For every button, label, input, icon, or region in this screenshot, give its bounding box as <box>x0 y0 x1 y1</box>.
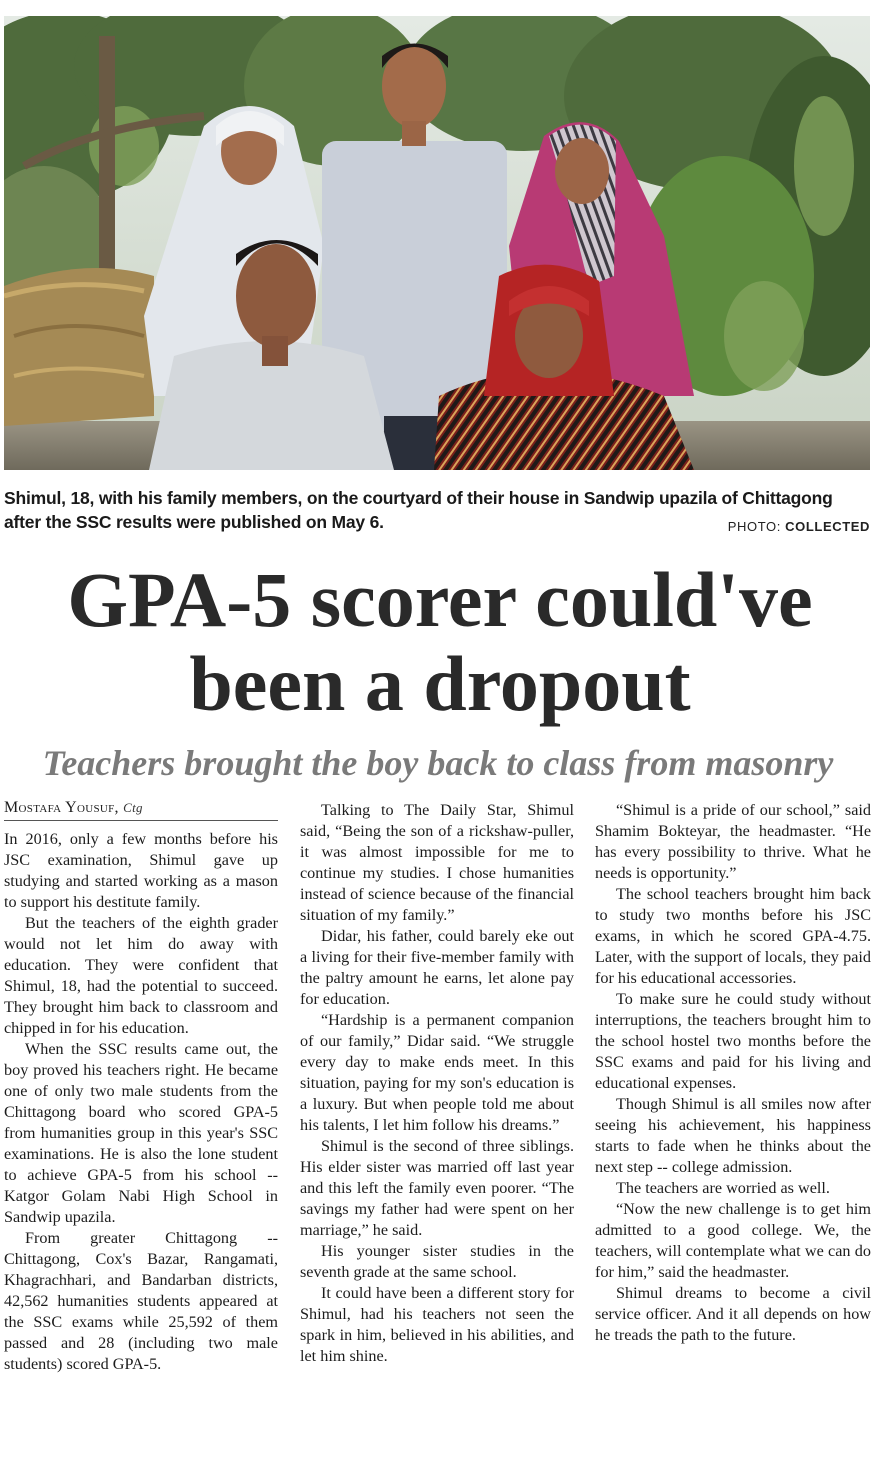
article-column-3 <box>595 798 871 1346</box>
paragraph: It could have been a different story for Shimul, had his teachers not seen the spark in him, believed in his abilities, and let him shine. <box>300 1284 574 1365</box>
paragraph: In 2016, only a few months before his JSC examination, Shimul gave up studying and started working as a mason to support his destitute family. <box>4 830 278 911</box>
paragraph: To make sure he could study without interruptions, the teachers brought him to the school hostel two months before the SSC exams and paid for his living and educational expenses. <box>595 990 871 1092</box>
byline-author: Mostafa Yousuf, <box>4 799 119 816</box>
paragraph: When the SSC results came out, the boy proved his teachers right. He became one of only two male students from the Chittagong board who scored GPA-5 from humanities group in this year's SSC examinations. He is also the lone student to achieve GPA-5 from his school -- Katgor Golam Nabi High School in Sandwip upazila. <box>4 1040 278 1226</box>
byline-location: Ctg <box>123 800 143 815</box>
photo-credit <box>728 519 870 534</box>
paragraph: “Now the new challenge is to get him admitted to a good college. We, the teachers, will contemplate what we can do for him,” said the headmaster. <box>595 1200 871 1281</box>
paragraph: The school teachers brought him back to study two months before his JSC exams, in which he scored GPA-4.75. Later, with the support of locals, they paid for his educational accessories. <box>595 885 871 987</box>
credit-prefix: PHOTO: <box>727 519 786 534</box>
article-column-1 <box>4 798 278 1375</box>
family-photo-icon <box>4 16 870 470</box>
headline <box>0 558 880 726</box>
article-column-2 <box>300 798 574 1367</box>
headline-line-1: GPA-5 scorer could've <box>67 556 813 643</box>
paragraph: From greater Chittagong -- Chittagong, Cox's Bazar, Rangamati, Khagrachhari, and Bandarban districts, 42,562 humanities students appeared at the SSC exams while 25,592 of them passed and 28 (including two male students) scored GPA-5. <box>4 1229 278 1373</box>
paragraph: Talking to The Daily Star, Shimul said, “Being the son of a rickshaw-puller, it was almost impossible for me to continue my studies. I chose humanities instead of science because of the financial situation of my family.” <box>300 801 574 924</box>
paragraph: But the teachers of the eighth grader would not let him do away with education. They were confident that Shimul, 18, had the potential to succeed. They brought him back to classroom and chipped in for his education. <box>4 914 278 1037</box>
byline <box>4 798 278 821</box>
paragraph: Shimul dreams to become a civil service officer. And it all depends on how he treads the path to the future. <box>595 1284 871 1344</box>
headline-line-2: been a dropout <box>189 640 691 727</box>
paragraph: Didar, his father, could barely eke out a living for their five-member family with the paltry amount he earns, let alone pay for education. <box>300 927 574 1008</box>
paragraph: Though Shimul is all smiles now after seeing his achievement, his happiness starts to fade when he thinks about the next step -- college admission. <box>595 1095 871 1176</box>
paragraph: The teachers are worried as well. <box>616 1179 830 1197</box>
family-photo <box>4 16 870 470</box>
paragraph: “Hardship is a permanent companion of our family,” Didar said. “We struggle every day to make ends meet. In this situation, paying for my son's education is a luxury. But when people told me about his talents, I let him follow his dreams.” <box>300 1011 574 1134</box>
subheadline: Teachers brought the boy back to class from masonry <box>42 743 834 783</box>
paragraph: “Shimul is a pride of our school,” said Shamim Bokteyar, the headmaster. “He has every possibility to thrive. What he needs is opportunity.” <box>595 801 871 882</box>
photo-caption: Shimul, 18, with his family members, on the courtyard of their house in Sandwip upazila of Chittagong after the SSC results were published on May 6. <box>4 488 833 532</box>
credit-source: COLLECTED <box>785 519 870 534</box>
paragraph: Shimul is the second of three siblings. His elder sister was married off last year and this left the family even poorer. “The savings my father had were spent on her marriage,” he said. <box>300 1137 574 1239</box>
paragraph: His younger sister studies in the seventh grade at the same school. <box>300 1242 574 1281</box>
